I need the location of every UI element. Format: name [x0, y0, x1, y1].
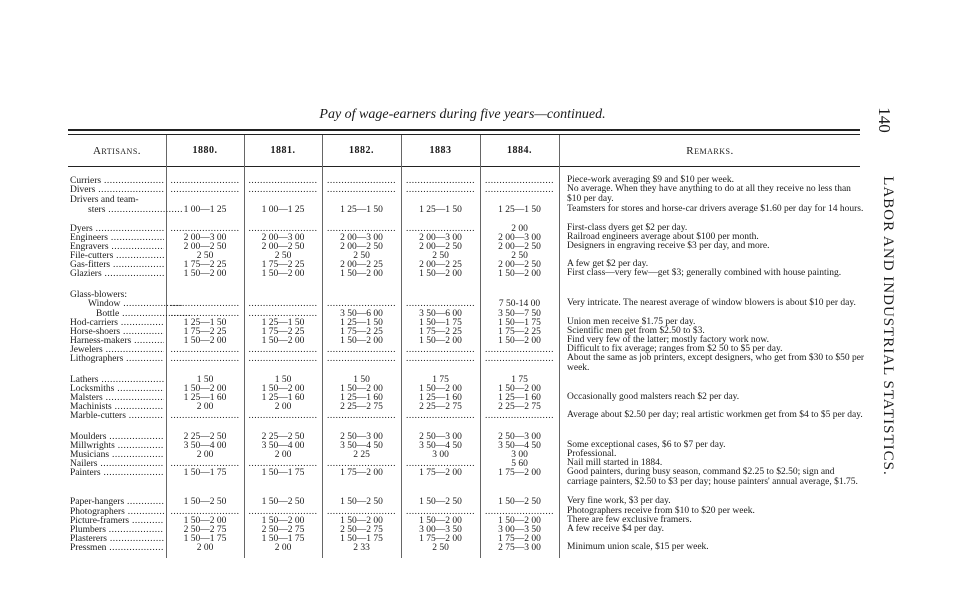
wage-cell: 1 50	[274, 375, 292, 385]
wage-cell: 3 50—4 00	[261, 441, 305, 451]
wage-cell	[168, 411, 242, 421]
wage-cell	[246, 411, 320, 421]
running-side-title: LABOR AND INDUSTRIAL STATISTICS.	[880, 176, 897, 476]
wage-cell: 2 00—3 00	[261, 233, 305, 243]
artisan-name: Divers .....	[70, 185, 164, 195]
column-header-1880: 1880.	[192, 145, 218, 156]
wage-cell	[482, 185, 557, 195]
wage-cell: 1 50—2 00	[419, 384, 462, 394]
page-title: Pay of wage-earners during five years—continued.	[319, 107, 606, 122]
remark-text: Occasionally good malsters reach $2 per day.	[567, 392, 740, 402]
wage-cell	[403, 411, 478, 421]
artisan-name: Millwrights .....	[70, 441, 164, 451]
wage-cell: 3 50—4 00	[183, 441, 227, 451]
wage-cell: 1 50—1 75	[261, 534, 305, 544]
remark-text: Teamsters for stores and horse-car drivers average $1.60 per day for 14 hours.	[567, 204, 864, 214]
wage-cell: 3 00	[432, 450, 449, 460]
wage-cell: 1 50—2 00	[261, 269, 305, 279]
column-header-1883: 1883	[429, 145, 452, 156]
wage-cell	[168, 185, 242, 195]
wage-cell: 1 75—2 00	[340, 468, 383, 478]
remark-text: Photographers receive from $10 to $20 per week.	[567, 506, 755, 516]
wage-cell: 2 75—3 00	[498, 543, 541, 553]
wage-cell: 2 00	[274, 450, 292, 460]
wage-cell: 1 75	[432, 375, 449, 385]
wage-cell	[168, 354, 242, 364]
wage-cell: 1 50—2 00	[419, 269, 462, 279]
wage-cell: 2 50	[196, 251, 214, 261]
remark-text: Nail mill started in 1884.	[567, 458, 663, 468]
wage-cell: 1 25—1 50	[498, 205, 541, 215]
wage-cell: 2 50	[353, 251, 370, 261]
wage-cell: 1 50—2 00	[261, 516, 305, 526]
wage-cell: 2 00—3 00	[498, 233, 541, 243]
wage-cell: 1 50—2 00	[183, 384, 227, 394]
remark-text: Very fine work, $3 per day.	[567, 496, 671, 506]
wage-cell: 2 25—2 50	[183, 432, 227, 442]
wage-cell: 1 50	[196, 375, 214, 385]
wage-cell: 7 50-14 00	[498, 299, 541, 309]
wage-cell: 1 50—2 50	[183, 497, 227, 507]
wage-cell: 3 50—6 00	[419, 309, 462, 319]
wage-cell: 1 50—1 75	[498, 318, 541, 328]
wage-cell: 2 00—2 25	[340, 260, 383, 270]
wage-cell: 2 25—2 75	[340, 402, 383, 412]
remark-text: First-class dyers get $2 per day.	[567, 223, 688, 233]
artisan-name: Machinists .....	[70, 402, 164, 412]
wage-cell: 2 25	[353, 450, 370, 460]
artisan-name: Plasterers .....	[70, 534, 164, 544]
wage-cell: 3 50—4 50	[498, 441, 541, 451]
remark-text: Railroad engineers average about $100 per month.	[567, 232, 759, 242]
wage-cell	[168, 299, 242, 309]
wage-cell: 2 00—2 50	[261, 242, 305, 252]
wage-cell: 2 50—2 75	[340, 525, 383, 535]
wage-cell: 1 50—2 00	[498, 336, 541, 346]
artisan-name: Horse-shoers .....	[70, 327, 164, 337]
wage-cell: 1 50—2 00	[261, 384, 305, 394]
wage-cell: 1 50—2 00	[183, 516, 227, 526]
artisan-name: Curriers .....	[70, 176, 164, 186]
wage-cell: 1 75—2 25	[498, 327, 541, 337]
wage-cell: 2 00	[274, 402, 292, 412]
remark-text: About the same as job printers, except designers, who get from $30 to $50 per week.	[567, 353, 865, 373]
wage-cell: 1 25—1 50	[340, 318, 383, 328]
wage-cell: 1 50—2 00	[498, 269, 541, 279]
wage-cell: 1 25—1 60	[183, 393, 227, 403]
remark-text: Good painters, during busy season, command $2.25 to $2.50; sign and carriage painters, $2.50 to $3 per day; house painters' annual average, $1.75.	[567, 467, 858, 487]
wage-cell: 3 50—4 50	[340, 441, 383, 451]
remark-text: Find very few of the latter; mostly factory work now.	[567, 335, 770, 345]
artisan-name: Window .....	[70, 299, 182, 309]
remark-text: Professional.	[567, 449, 617, 459]
wage-cell	[246, 185, 320, 195]
wage-cell: 1 75—2 25	[419, 327, 462, 337]
wage-cell: 1 75—2 25	[261, 327, 305, 337]
wage-cell: 2 25—2 75	[419, 402, 462, 412]
wage-cell	[482, 354, 557, 364]
wage-cell: 1 75—2 00	[498, 468, 541, 478]
remark-text: Union men receive $1.75 per day.	[567, 317, 696, 327]
wage-cell: 1 75—2 25	[261, 260, 305, 270]
wage-cell: 1 75—2 00	[419, 534, 462, 544]
wage-cell: 3 50—4 50	[419, 441, 462, 451]
column-header-1881: 1881.	[270, 145, 296, 156]
wage-cell: 2 00—2 50	[498, 242, 541, 252]
remark-text: Average about $2.50 per day; real artistic workmen get from $4 to $5 per day.	[567, 410, 863, 420]
remark-text: Piece-work averaging $9 and $10 per week.	[567, 175, 734, 185]
wage-cell: 1 50—2 00	[340, 516, 383, 526]
wage-cell: 1 25—1 50	[419, 205, 462, 215]
artisan-name: Drivers and team-	[70, 195, 139, 205]
wage-cell: 1 25—1 50	[340, 205, 383, 215]
artisan-name: Dyers .....	[70, 224, 164, 234]
wage-cell: 1 50—2 00	[261, 336, 305, 346]
wage-cell: 2 00	[196, 402, 214, 412]
column-header-1882: 1882.	[349, 145, 374, 156]
wage-cell: 2 00	[196, 450, 214, 460]
artisan-name: Bottle .....	[70, 309, 190, 319]
wage-cell: 2 33	[353, 543, 370, 553]
wage-cell: 1 50—2 00	[183, 269, 227, 279]
wage-cell	[246, 299, 320, 309]
column-header-remarks: Remarks.	[686, 145, 734, 157]
wage-cell: 1 25—1 60	[261, 393, 305, 403]
artisan-name: Gas-fitters .....	[70, 260, 164, 270]
remark-text: A few receive $4 per day.	[567, 524, 664, 534]
wage-cell: 1 75—2 00	[498, 534, 541, 544]
wage-cell	[246, 354, 320, 364]
wage-cell: 1 50—2 50	[498, 497, 541, 507]
wage-cell: 2 00—2 50	[183, 242, 227, 252]
wage-cell: 1 50—2 00	[340, 269, 383, 279]
wage-cell	[324, 411, 399, 421]
wage-cell: 1 75	[511, 375, 528, 385]
wage-cell	[324, 354, 399, 364]
wage-cell	[482, 411, 557, 421]
artisan-name: Marble-cutters .....	[70, 411, 164, 421]
remark-text: No average. When they have anything to do at all they receive no less than $10 per day.	[567, 184, 851, 204]
page-number: 140	[875, 107, 894, 133]
wage-cell: 2 50	[511, 251, 528, 261]
artisan-name: Glass-blowers:	[70, 290, 127, 300]
artisan-name: Malsters .....	[70, 393, 164, 403]
wage-cell: 2 50—2 75	[261, 525, 305, 535]
wage-cell	[324, 185, 399, 195]
artisan-name: Glaziers .....	[70, 269, 164, 279]
wage-cell: 2 50	[274, 251, 292, 261]
wage-cell: 2 00	[511, 224, 528, 234]
wage-cell: 1 50—2 00	[419, 516, 462, 526]
wage-cell: 1 00—1 25	[261, 205, 305, 215]
artisan-name: Engineers .....	[70, 233, 164, 243]
wage-cell: 1 25—1 60	[340, 393, 383, 403]
wage-cell: 1 50—1 75	[261, 468, 305, 478]
wage-cell: 2 00—3 00	[419, 233, 462, 243]
wage-cell: 2 50	[432, 543, 449, 553]
wage-cell: 2 00	[274, 543, 292, 553]
artisan-name: Photographers .....	[70, 507, 164, 517]
wage-cell: 3 50—7 50	[498, 309, 541, 319]
wage-cell: 1 50—2 50	[340, 497, 383, 507]
wage-cell: 1 00—1 25	[183, 205, 227, 215]
wage-cell: 1 25—1 60	[419, 393, 462, 403]
wage-cell: 2 00	[196, 543, 214, 553]
artisan-name: Pressmen .....	[70, 543, 164, 553]
wage-cell: 3 00—3 50	[419, 525, 462, 535]
wage-cell: 1 50—2 00	[183, 336, 227, 346]
wage-cell: 1 25—1 50	[261, 318, 305, 328]
wage-cell: 2 50	[432, 251, 449, 261]
wage-cell: 1 75—2 25	[340, 327, 383, 337]
wage-cell: 2 50—2 75	[183, 525, 227, 535]
artisan-name: Lathers .....	[70, 375, 164, 385]
artisan-name: sters .....	[70, 205, 182, 215]
wage-cell: 1 50—2 00	[498, 384, 541, 394]
artisan-name: Musicians .....	[70, 450, 164, 460]
wage-cell: 3 50—6 00	[340, 309, 383, 319]
artisan-name: Hod-carriers .....	[70, 318, 164, 328]
wage-cell	[403, 185, 478, 195]
wage-cell: 1 50—2 50	[261, 497, 305, 507]
wage-cell: 1 50—1 75	[340, 534, 383, 544]
wage-cell: 1 50—1 75	[183, 534, 227, 544]
artisan-name: Lithographers .....	[70, 354, 164, 364]
artisan-name: Nailers .....	[70, 459, 164, 469]
wage-cell: 1 50—2 00	[340, 384, 383, 394]
remark-text: Very intricate. The nearest average of window blowers is about $10 per day.	[567, 298, 856, 308]
wage-cell: 1 25—1 60	[498, 393, 541, 403]
artisan-name: Engravers .....	[70, 242, 164, 252]
remark-text: First class—very few—get $3; generally combined with house painting.	[567, 268, 842, 278]
wage-cell	[324, 299, 399, 309]
wage-cell: 2 00—3 00	[183, 233, 227, 243]
artisan-name: Moulders .....	[70, 432, 164, 442]
wage-cell: 2 00—2 50	[340, 242, 383, 252]
wage-cell: 2 50—3 00	[419, 432, 462, 442]
remark-text: Some exceptional cases, $6 to $7 per day.	[567, 440, 726, 450]
wage-cell	[403, 299, 478, 309]
wage-cell: 1 75—2 25	[183, 260, 227, 270]
wage-cell	[403, 354, 478, 364]
wage-cell: 1 25—1 50	[183, 318, 227, 328]
wage-cell: 2 00—2 50	[419, 242, 462, 252]
wage-cell: 5 60	[511, 459, 528, 469]
wage-cell: 1 50—1 75	[419, 318, 462, 328]
wage-cell: 1 50	[353, 375, 370, 385]
artisan-name: Harness-makers .....	[70, 336, 164, 346]
artisan-name: Paper-hangers .....	[70, 497, 164, 507]
column-header-artisans: Artisans.	[92, 145, 142, 157]
wage-cell: 1 75—2 00	[419, 468, 462, 478]
wage-cell: 3 00—3 50	[498, 525, 541, 535]
wage-cell: 2 25—2 75	[498, 402, 541, 412]
wage-cell: 1 50—2 00	[340, 336, 383, 346]
wage-cell: 1 75—2 25	[183, 327, 227, 337]
artisan-name: Picture-framers .....	[70, 516, 164, 526]
wage-cell: 1 50—2 00	[419, 336, 462, 346]
remark-text: Designers in engraving receive $3 per day, and more.	[567, 241, 770, 251]
wage-cell: 2 00—3 00	[340, 233, 383, 243]
wage-cell: 2 25—2 50	[261, 432, 305, 442]
artisan-name: File-cutters .....	[70, 251, 164, 261]
wage-cell: 1 50—1 75	[183, 468, 227, 478]
wage-cell: 2 00—2 50	[498, 260, 541, 270]
wage-cell: 2 00—2 25	[419, 260, 462, 270]
wage-cell: 2 50—3 00	[498, 432, 541, 442]
wage-cell: 1 50—2 50	[419, 497, 462, 507]
wage-cell: 1 50—2 00	[498, 516, 541, 526]
artisan-name: Painters .....	[70, 468, 164, 478]
column-header-1884: 1884.	[507, 145, 532, 156]
artisan-name: Jewelers .....	[70, 345, 164, 355]
wage-cell: 2 50—3 00	[340, 432, 383, 442]
remark-text: Difficult to fix average; ranges from $2 50 to $5 per day.	[567, 344, 783, 354]
remark-text: A few get $2 per day.	[567, 259, 649, 269]
artisan-name: Locksmiths .....	[70, 384, 164, 394]
wage-cell: 3 00	[511, 450, 528, 460]
remark-text: There are few exclusive framers.	[567, 515, 692, 525]
remark-text: Minimum union scale, $15 per week.	[567, 542, 709, 552]
artisan-name: Plumbers .....	[70, 525, 164, 535]
remark-text: Scientific men get from $2.50 to $3.	[567, 326, 705, 336]
